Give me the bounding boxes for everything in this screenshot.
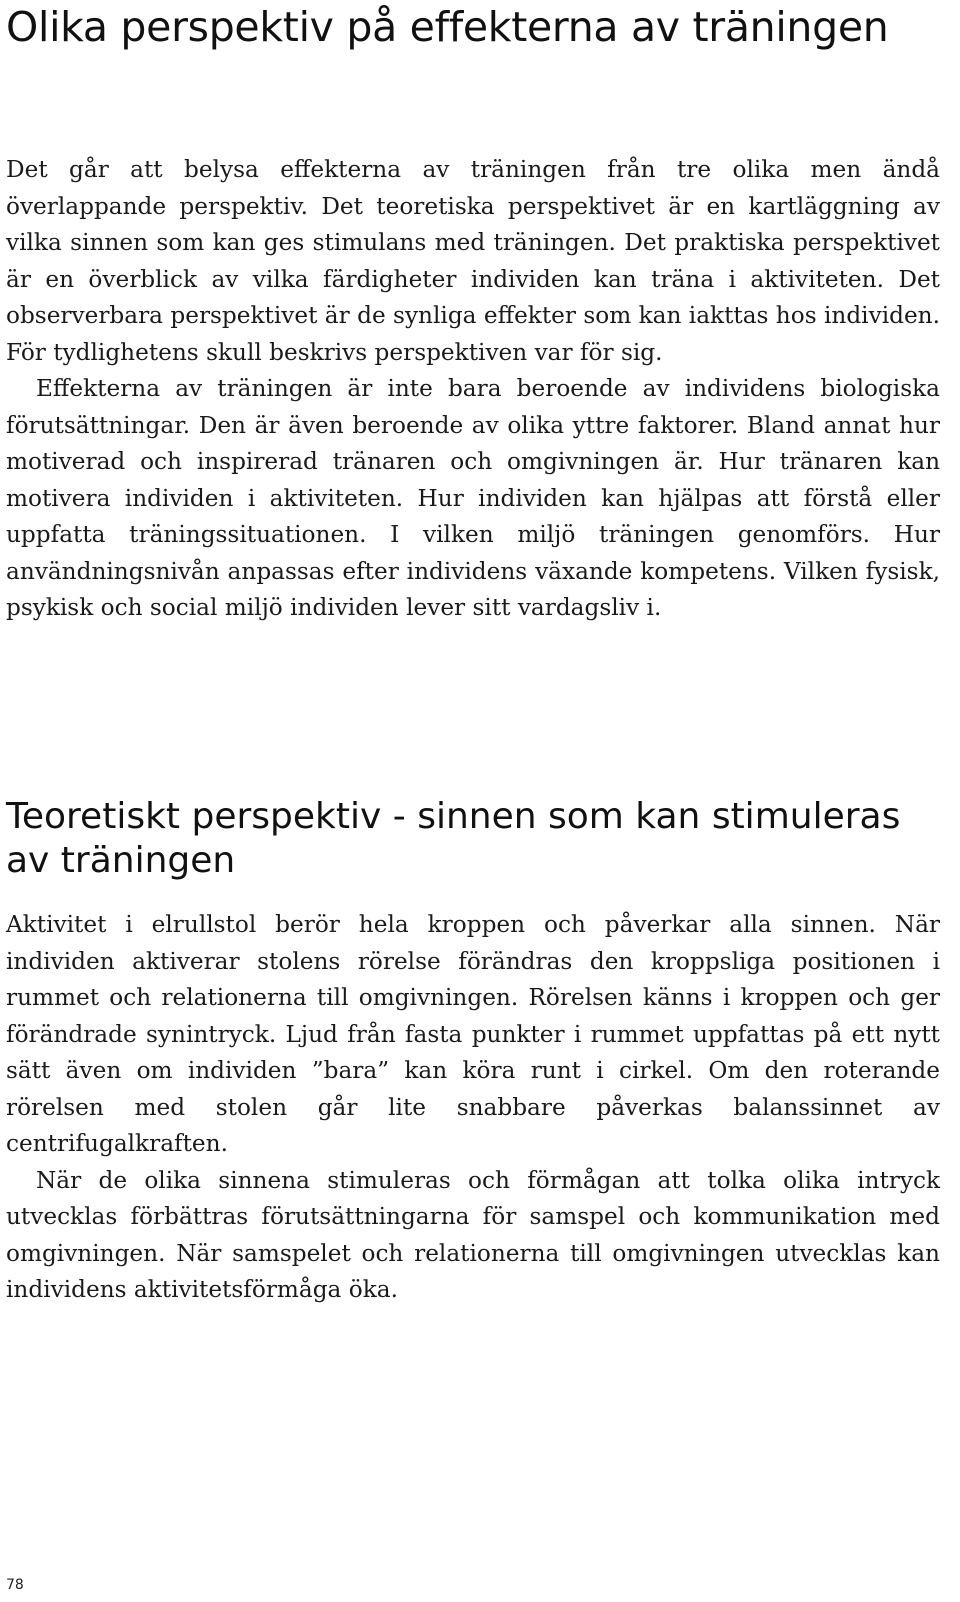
section-body-theoretical [6,907,940,1309]
paragraph: Det går att belysa effekterna av träningen från tre olika men ändå överlappande perspektiv. Det teoretiska perspektivet är en kartläggning av vilka sinnen som kan ges stimulans med träningen. Det praktiska perspektivet är en överblick av vilka färdigheter individen kan träna i aktiviteten. Det observerbara perspektivet är de synliga effekter som kan iakttas hos individen. För tydlighetens skull beskrivs perspektiven var för sig. [6,156,940,366]
section-heading-perspectives: Olika perspektiv på effekterna av träningen [6,3,889,51]
paragraph: När de olika sinnena stimuleras och förmågan att tolka olika intryck utvecklas förbättras förutsättningarna för samspel och kommunikation med omgivningen. När samspelet och relationerna till omgivningen utvecklas kan individens aktivitetsförmåga öka. [6,1166,940,1303]
paragraph: Aktivitet i elrullstol berör hela kroppen och påverkar alla sinnen. När individen aktiverar stolens rörelse förändras den kroppsliga positionen i rummet och relationerna till omgivningen. Rörelsen känns i kroppen och ger förändrade synintryck. Ljud från fasta punkter i rummet uppfattas på ett nytt sätt även om individen ”bara” kan köra runt i cirkel. Om den roterande rörelsen med stolen går lite snabbare påverkas balanssinnet av centrifugalkraften. [6,911,940,1157]
section-heading-theoretical: Teoretiskt perspektiv - sinnen som kan stimuleras av träningen [6,796,901,881]
page-number: 78 [6,1577,24,1593]
paragraph: Effekterna av träningen är inte bara beroende av individens biologiska förutsättningar. Den är även beroende av olika yttre faktorer. Bland annat hur motiverad och inspirerad tränaren och omgivningen är. Hur tränaren kan motivera individen i aktiviteten. Hur individen kan hjälpas att förstå eller uppfatta träningssituationen. I vilken miljö träningen genomförs. Hur användningsnivån anpassas efter individens växande kompetens. Vilken fysisk, psykisk och social miljö individen lever sitt vardagsliv i. [6,375,940,621]
section-body-perspectives [6,152,940,627]
